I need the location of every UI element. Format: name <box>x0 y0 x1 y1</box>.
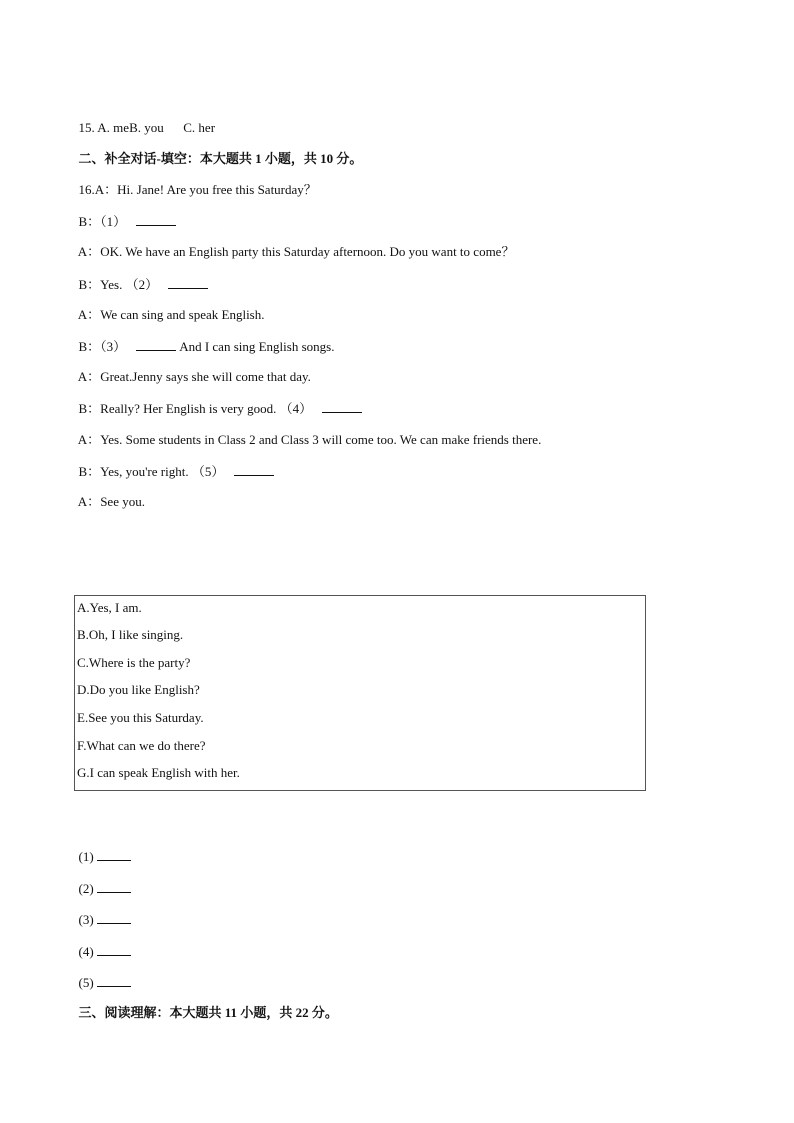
option-a: A. me <box>97 120 130 135</box>
answer-line-2 <box>72 864 131 897</box>
section-heading-3 <box>72 989 338 1021</box>
section-heading-mid: 小题，共 <box>264 151 317 166</box>
speaker: A： <box>77 307 101 322</box>
answer-number: (5) <box>78 975 94 990</box>
answer-blank[interactable] <box>97 911 131 924</box>
question-15 <box>72 104 215 136</box>
answer-blank[interactable] <box>97 943 131 956</box>
speaker: B： <box>78 214 101 229</box>
dialogue-text: Yes. Some students in Class 2 and Class 3 will come too. We can make friends there. <box>100 432 542 447</box>
dialogue-text: Great.Jenny says she will come that day. <box>100 369 311 384</box>
answer-blank[interactable] <box>97 974 131 987</box>
question-number: 16. <box>78 182 95 197</box>
answer-blank[interactable] <box>322 400 362 413</box>
dialogue-line-8 <box>72 384 362 417</box>
answer-number: (3) <box>78 912 94 927</box>
option-item: B.Oh, I like singing. <box>77 627 184 642</box>
answer-blank[interactable] <box>136 213 176 226</box>
options-box <box>74 595 646 791</box>
blank-number: （1） <box>100 214 127 229</box>
section-heading-prefix: 二、补全对话-填空：本大题共 <box>78 151 252 166</box>
dialogue-line-9 <box>72 416 541 448</box>
dialogue-text: And I can sing English songs. <box>175 339 335 354</box>
speaker: A： <box>94 182 118 197</box>
dialogue-line-2 <box>72 197 176 230</box>
answer-blank[interactable] <box>97 880 131 893</box>
blank-number: （4） <box>279 401 313 416</box>
answer-blank[interactable] <box>234 463 274 476</box>
section-heading-mid: 小题，共 <box>240 1005 293 1020</box>
option-item: D.Do you like English? <box>77 682 200 697</box>
dialogue-text: We can sing and speak English. <box>100 307 265 322</box>
dialogue-line-4 <box>72 260 208 293</box>
dialogue-line-7 <box>72 353 311 385</box>
option-item: G.I can speak English with her. <box>77 765 240 780</box>
speaker: A： <box>77 244 101 259</box>
dialogue-line-6 <box>72 322 334 355</box>
dialogue-text: See you. <box>100 494 145 509</box>
option-item: A.Yes, I am. <box>77 600 142 615</box>
speaker: B： <box>78 277 101 292</box>
answer-line-3 <box>72 895 131 928</box>
speaker: B： <box>78 339 101 354</box>
speaker: B： <box>78 401 101 416</box>
speaker: A： <box>77 369 101 384</box>
option-item: E.See you this Saturday. <box>77 710 204 725</box>
section-score: 22 <box>295 1005 309 1020</box>
answer-blank[interactable] <box>168 276 208 289</box>
dialogue-text: Hi. Jane! Are you free this Saturday？ <box>117 182 317 197</box>
dialogue-line-5 <box>72 291 265 323</box>
speaker: A： <box>77 432 101 447</box>
answer-line-4 <box>72 927 131 960</box>
option-item: C.Where is the party? <box>77 655 191 670</box>
section-question-count: 11 <box>224 1005 238 1020</box>
section-heading-suffix: 分。 <box>311 1005 338 1020</box>
speaker: A： <box>77 494 101 509</box>
section-heading-2 <box>72 135 362 167</box>
answer-number: (1) <box>78 849 94 864</box>
section-heading-suffix: 分。 <box>336 151 363 166</box>
answer-number: (2) <box>78 881 94 896</box>
answer-line-5 <box>72 958 131 991</box>
dialogue-text: Really? Her English is very good. <box>100 401 280 416</box>
answer-line-1 <box>72 832 131 865</box>
blank-number: （5） <box>191 464 225 479</box>
section-heading-prefix: 三、阅读理解：本大题共 <box>78 1005 222 1020</box>
option-c: C. her <box>183 120 216 135</box>
section-score: 10 <box>320 151 334 166</box>
speaker: B： <box>78 464 101 479</box>
answer-blank[interactable] <box>136 338 176 351</box>
section-question-count: 1 <box>255 151 262 166</box>
dialogue-text: OK. We have an English party this Saturday afternoon. Do you want to come？ <box>100 244 515 259</box>
blank-number: （3） <box>100 339 127 354</box>
option-item: F.What can we do there? <box>77 738 206 753</box>
answer-blank[interactable] <box>97 848 131 861</box>
dialogue-text: Yes, you're right. <box>100 464 192 479</box>
dialogue-line-3 <box>72 228 514 260</box>
blank-number: （2） <box>125 277 159 292</box>
dialogue-line-10 <box>72 447 274 480</box>
dialogue-line-11 <box>72 478 145 510</box>
dialogue-text: Yes. <box>100 277 126 292</box>
dialogue-line-1 <box>72 166 317 198</box>
question-number: 15. <box>78 120 95 135</box>
answer-number: (4) <box>78 944 94 959</box>
option-b: B. you <box>129 120 164 135</box>
